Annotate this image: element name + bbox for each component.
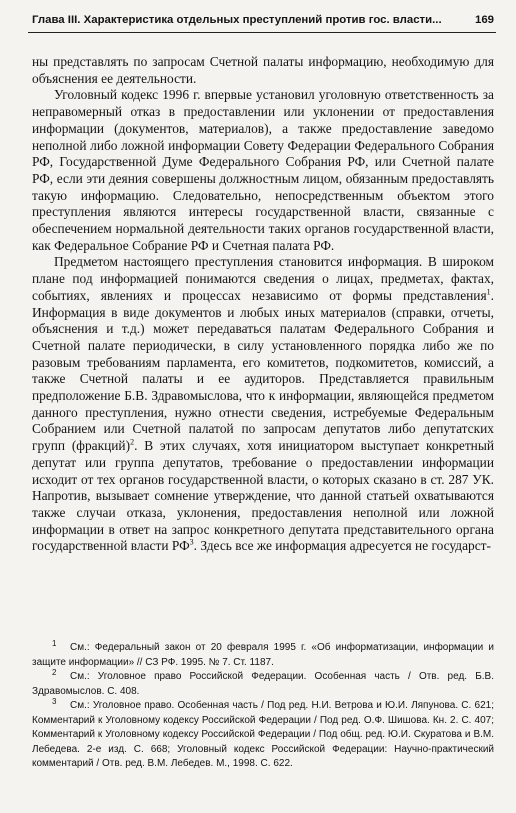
paragraph-subject-of-crime — [32, 254, 494, 555]
footnote-text: См.: Уголовное право Российской Федерации. Особенная часть / Отв. ред. Б.В. Здравомыслов. С. 408. — [32, 671, 494, 697]
footnote-text: См.: Федеральный закон от 20 февраля 1995 г. «Об информатизации, информации и защите информации» // СЗ РФ. 1995. № 7. Ст. 1187. — [32, 642, 494, 668]
paragraph-text-part: Предметом настоящего преступления становится информация. В широком плане под информацией понимаются сведения о лицах, предметах, фактах, событиях, явлениях и процессах независимо от формы представления — [32, 254, 494, 303]
footnote-1: 1 См.: Федеральный закон от 20 февраля 1995 г. «Об информатизации, информации и защите информации» // СЗ РФ. 1995. № 7. Ст. 1187. — [32, 638, 494, 668]
paragraph-text-part: . В этих случаях, хотя инициатором выступает конкретный депутат или группа депутатов, требование о предоставлении информации исходит от тех органов государственной власти, о которых сказано в ст. 287 УК. Напротив, вызывает сомнение утверждение, что данной статьей охватываются также случаи отказа, уклонения, предоставления неполной или ложной информации в ответ на запрос конкретного депутата представительного органа государственной власти РФ — [32, 438, 494, 554]
running-header — [28, 8, 496, 33]
paragraph-criminal-code: Уголовный кодекс 1996 г. впервые установил уголовную ответственность за неправомерный отказ в предоставлении или уклонении от предоставления информации (документов, материалов), а также предоставление заведомо неполной либо ложной информации Совету Федерации Федерального Собрания РФ, Государственной Думе Федерального Собрания РФ, или Счетной палате РФ, если эти деяния совершены должностным лицом, обязанным предоставлять такую информацию. Следовательно, непосредственным объектом этого преступления являются интересы государственной власти, связанные с обеспечением нормальной деятельности таких органов государственной власти, как Федеральное Собрание РФ и Счетная палата РФ. — [32, 87, 494, 253]
main-text — [32, 54, 494, 555]
chapter-title: Глава III. Характеристика отдельных преступлений против гос. власти... — [32, 14, 442, 26]
footnote-3: 3 См.: Уголовное право. Особенная часть / Под ред. Н.И. Ветрова и Ю.И. Ляпунова. С. 621; Комментарий к Уголовному кодексу Российской Федерации / Под ред. О.Ф. Шишова. Кн. 2. С. 407; Комментарий к Уголовному кодексу Российской Федерации / Под общ. ред. Ю.И. Скуратова и В.М. Лебедева. 2-е изд. С. 668; Уголовный кодекс Российской Федерации: Научно-практический комментарий / Отв. ред. В.М. Лебедев. М., 1998. С. 622. — [32, 696, 494, 769]
footnote-text: См.: Уголовное право. Особенная часть / Под ред. Н.И. Ветрова и Ю.И. Ляпунова. С. 621; Комментарий к Уголовному кодексу Российской Федерации / Под ред. О.Ф. Шишова. Кн. 2. С. 407; Комментарий к Уголовному кодексу Российской Федерации / Под общ. ред. Ю.И. Скуратова и В.М. Лебедева. 2-е изд. С. 668; Уголовный кодекс Российской Федерации: Научно-практический комментарий / Отв. ред. В.М. Лебедев. М., 1998. С. 622. — [32, 700, 494, 769]
footnote-reference-3: 3 — [189, 537, 194, 547]
footnote-reference-1: 1 — [486, 287, 491, 297]
paragraph-text-part: . Информация в виде документов и любых иных материалов (справки, отчеты, объяснения и т.д.) может передаваться палатам Федерального Собрания и Счетной палате периодически, в силу установленного порядка либо же по разовым требованиям парламента, его комитетов, подкомитетов, комиссий, а также Счетной палаты и ее аудиторов. Представляется правильным предположение Б.В. Здравомыслова, что к информации, являющейся предметом данного преступления, нужно отнести сведения, истребуемые Федеральным Собранием или Счетной палатой по запросам депутатов либо депутатских групп (фракций) — [32, 287, 494, 454]
footnote-2: 2 См.: Уголовное право Российской Федерации. Особенная часть / Отв. ред. Б.В. Здравомыслов. С. 408. — [32, 667, 494, 697]
paragraph-continuation: ны представлять по запросам Счетной палаты информацию, необходимую для объяснения ее деятельности. — [32, 54, 494, 86]
footnote-reference-2: 2 — [130, 437, 135, 447]
footnotes — [32, 638, 494, 772]
paragraph-text-part: . Здесь все же информация адресуется не государст- — [193, 538, 491, 554]
page-number: 169 — [474, 14, 494, 26]
